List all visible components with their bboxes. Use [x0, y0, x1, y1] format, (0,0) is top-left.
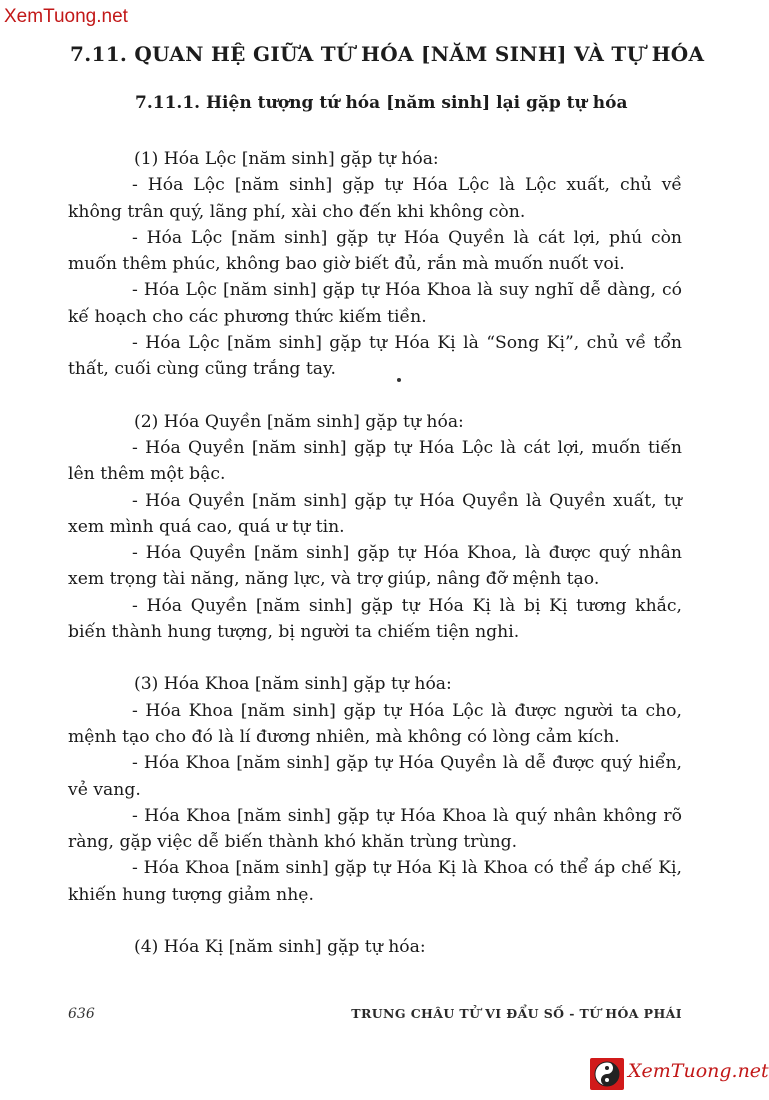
list-item: - Hóa Lộc [năm sinh] gặp tự Hóa Khoa là suy nghĩ dễ dàng, có kế hoạch cho các phương thức kiếm tiền. [68, 280, 682, 327]
subsection-title: 7.11.1. Hiện tượng tứ hóa [năm sinh] lại gặp tự hóa [135, 93, 628, 113]
group-heading: (4) Hóa Kị [năm sinh] gặp tự hóa: [134, 937, 426, 958]
group-hoa-loc [68, 146, 682, 383]
watermark-site-name: XemTuong.net [4, 6, 128, 27]
group-heading: (3) Hóa Khoa [năm sinh] gặp tự hóa: [134, 674, 452, 695]
group-hoa-quyen [68, 409, 682, 646]
list-item: - Hóa Lộc [năm sinh] gặp tự Hóa Kị là “Song Kị”, chủ về tổn thất, cuối cùng cũng trắng tay. [68, 333, 682, 380]
yin-yang-icon [594, 1061, 620, 1087]
group-heading: (1) Hóa Lộc [năm sinh] gặp tự hóa: [134, 149, 439, 169]
list-item: - Hóa Lộc [năm sinh] gặp tự Hóa Lộc là Lộc xuất, chủ về không trân quý, lãng phí, xài cho đến khi không còn. [68, 175, 682, 222]
group-spacer [68, 383, 682, 409]
page-number: 636 [68, 1006, 95, 1022]
list-item: - Hóa Khoa [năm sinh] gặp tự Hóa Lộc là được người ta cho, mệnh tạo cho đó là lí đương nhiên, mà không có lòng cảm kích. [68, 700, 682, 747]
list-item: - Hóa Quyền [năm sinh] gặp tự Hóa Khoa, là được quý nhân xem trọng tài năng, năng lực, và trợ giúp, nâng đỡ mệnh tạo. [68, 543, 682, 590]
running-title: TRUNG CHÂU TỬ VI ĐẨU SỐ - TỨ HÓA PHÁI [351, 1006, 682, 1021]
list-item: - Hóa Quyền [năm sinh] gặp tự Hóa Kị là bị Kị tương khắc, biến thành hung tượng, bị người ta chiếm tiện nghi. [68, 595, 682, 643]
list-item: - Hóa Khoa [năm sinh] gặp tự Hóa Quyền là dễ được quý hiển, vẻ vang. [68, 753, 682, 800]
section-title: 7.11. QUAN HỆ GIỮA TỨ HÓA [NĂM SINH] VÀ TỰ HÓA [70, 42, 705, 66]
group-heading: (2) Hóa Quyền [năm sinh] gặp tự hóa: [134, 411, 464, 432]
list-item: - Hóa Khoa [năm sinh] gặp tự Hóa Khoa là quý nhân không rõ ràng, gặp việc dễ biến thành khó khăn trùng trùng. [68, 805, 682, 853]
site-logo[interactable] [590, 1056, 769, 1092]
page-footer [68, 1006, 682, 1026]
group-spacer [68, 645, 682, 671]
body-text [68, 146, 682, 960]
list-item: - Hóa Khoa [năm sinh] gặp tự Hóa Kị là Khoa có thể áp chế Kị, khiến hung tượng giảm nhẹ. [68, 858, 682, 905]
list-item: - Hóa Quyền [năm sinh] gặp tự Hóa Lộc là cát lợi, muốn tiến lên thêm một bậc. [68, 437, 682, 485]
list-item: - Hóa Lộc [năm sinh] gặp tự Hóa Quyền là cát lợi, phú còn muốn thêm phúc, không bao giờ biết đủ, rắn mà muốn nuốt voi. [68, 227, 682, 275]
logo-text: XemTuong.net [628, 1060, 769, 1082]
group-hoa-ki [68, 934, 682, 960]
list-item: - Hóa Quyền [năm sinh] gặp tự Hóa Quyền là Quyền xuất, tự xem mình quá cao, quá ư tự tin. [68, 490, 682, 537]
group-spacer [68, 908, 682, 934]
group-hoa-khoa [68, 671, 682, 908]
logo-badge [590, 1058, 624, 1090]
